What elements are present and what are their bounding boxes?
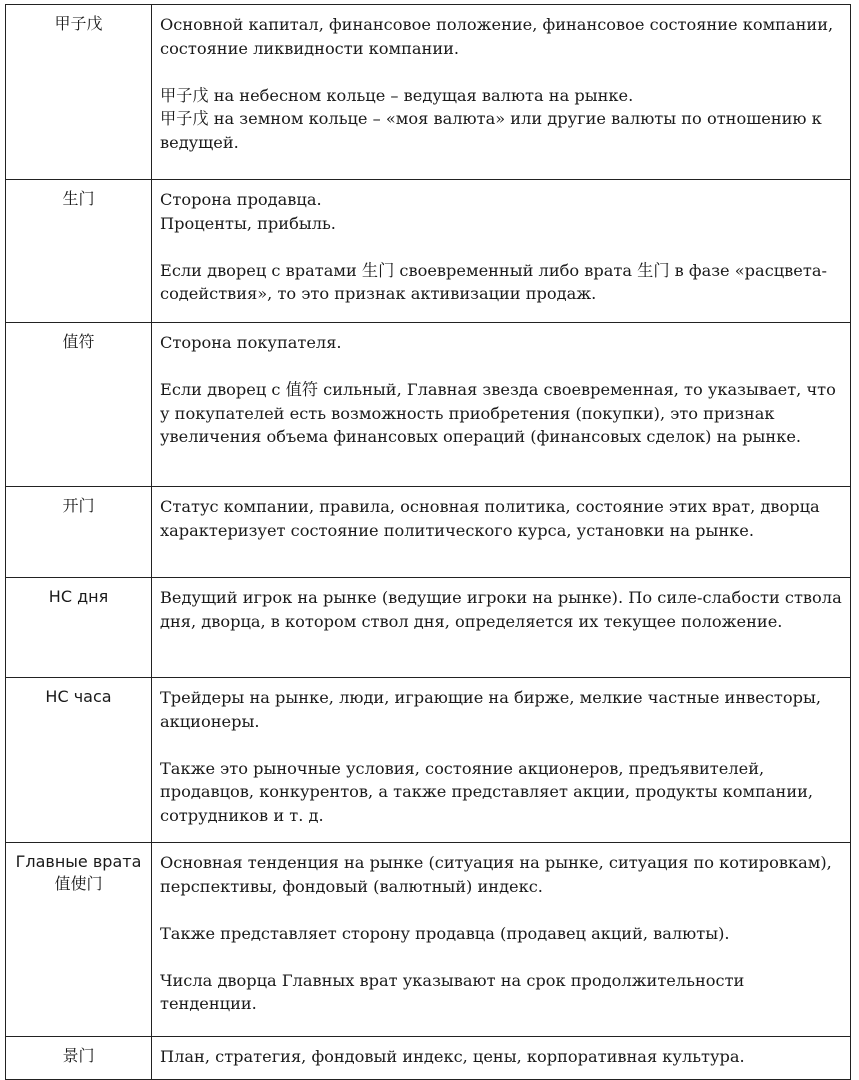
term-cell: Главные врата 值使门 [6, 843, 152, 1037]
description-paragraph: Сторона покупателя. [160, 333, 342, 352]
description-paragraph: Основная тенденция на рынке (ситуация на рынке, ситуация по котировкам), перспективы, фондовый (валютный) индекс. [160, 853, 832, 896]
term-cell: 值符 [6, 323, 152, 487]
description-paragraph: Ведущий игрок на рынке (ведущие игроки на рынке). По силе-слабости ствола дня, дворца, в котором ствол дня, определяется их текущее положение. [160, 588, 842, 631]
description-paragraph: Числа дворца Главных врат указывают на срок продолжительности тенденции. [160, 970, 745, 1013]
description-cell [152, 1037, 851, 1080]
description-paragraph: Сторона продавца. [160, 190, 322, 209]
table-row [6, 843, 851, 1037]
description-paragraph: Если дворец с 值符 сильный, Главная звезда своевременная, то указывает, что у покупателей есть возможность приобретения (покупки), это признак увеличения объема финансовых операций (финансовых сделок) на рынке. [160, 380, 836, 446]
term-cell: 开门 [6, 487, 152, 578]
description-paragraph: 甲子戊 на небесном кольце – ведущая валюта на рынке. [160, 85, 634, 105]
table-row [6, 180, 851, 323]
description-cell [152, 578, 851, 678]
description-paragraph: Если дворец с вратами 生门 своевременный либо врата 生门 в фазе «расцвета-содействия», то это признак активизации продаж. [160, 260, 827, 303]
description-paragraph: План, стратегия, фондовый индекс, цены, корпоративная культура. [160, 1047, 745, 1066]
table-row [6, 323, 851, 487]
table-row [6, 1037, 851, 1080]
table-row [6, 487, 851, 578]
description-cell [152, 5, 851, 180]
description-paragraph: Проценты, прибыль. [160, 213, 336, 233]
term-cell: НС часа [6, 678, 152, 843]
definitions-table [5, 4, 851, 1080]
description-cell [152, 487, 851, 578]
description-cell [152, 843, 851, 1037]
description-cell [152, 678, 851, 843]
description-paragraph: Основной капитал, финансовое положение, финансовое состояние компании, состояние ликвидности компании. [160, 15, 834, 58]
term-cell: НС дня [6, 578, 152, 678]
description-cell [152, 180, 851, 323]
table-row [6, 5, 851, 180]
table-row [6, 678, 851, 843]
table-row [6, 578, 851, 678]
description-paragraph: Также это рыночные условия, состояние акционеров, предъявителей, продавцов, конкурентов, а также представляет акции, продукты компании, сотрудников и т. д. [160, 758, 814, 825]
term-cell: 甲子戊 [6, 5, 152, 180]
term-cell: 生门 [6, 180, 152, 323]
term-cell: 景门 [6, 1037, 152, 1080]
description-paragraph: Трейдеры на рынке, люди, играющие на бирже, мелкие частные инвесторы, акционеры. [160, 688, 821, 731]
description-cell [152, 323, 851, 487]
description-paragraph: Также представляет сторону продавца (продавец акций, валюты). [160, 923, 730, 943]
description-paragraph: 甲子戊 на земном кольце – «моя валюта» или другие валюты по отношению к ведущей. [160, 109, 822, 152]
description-paragraph: Статус компании, правила, основная политика, состояние этих врат, дворца характеризует состояние политического курса, установки на рынке. [160, 497, 820, 540]
